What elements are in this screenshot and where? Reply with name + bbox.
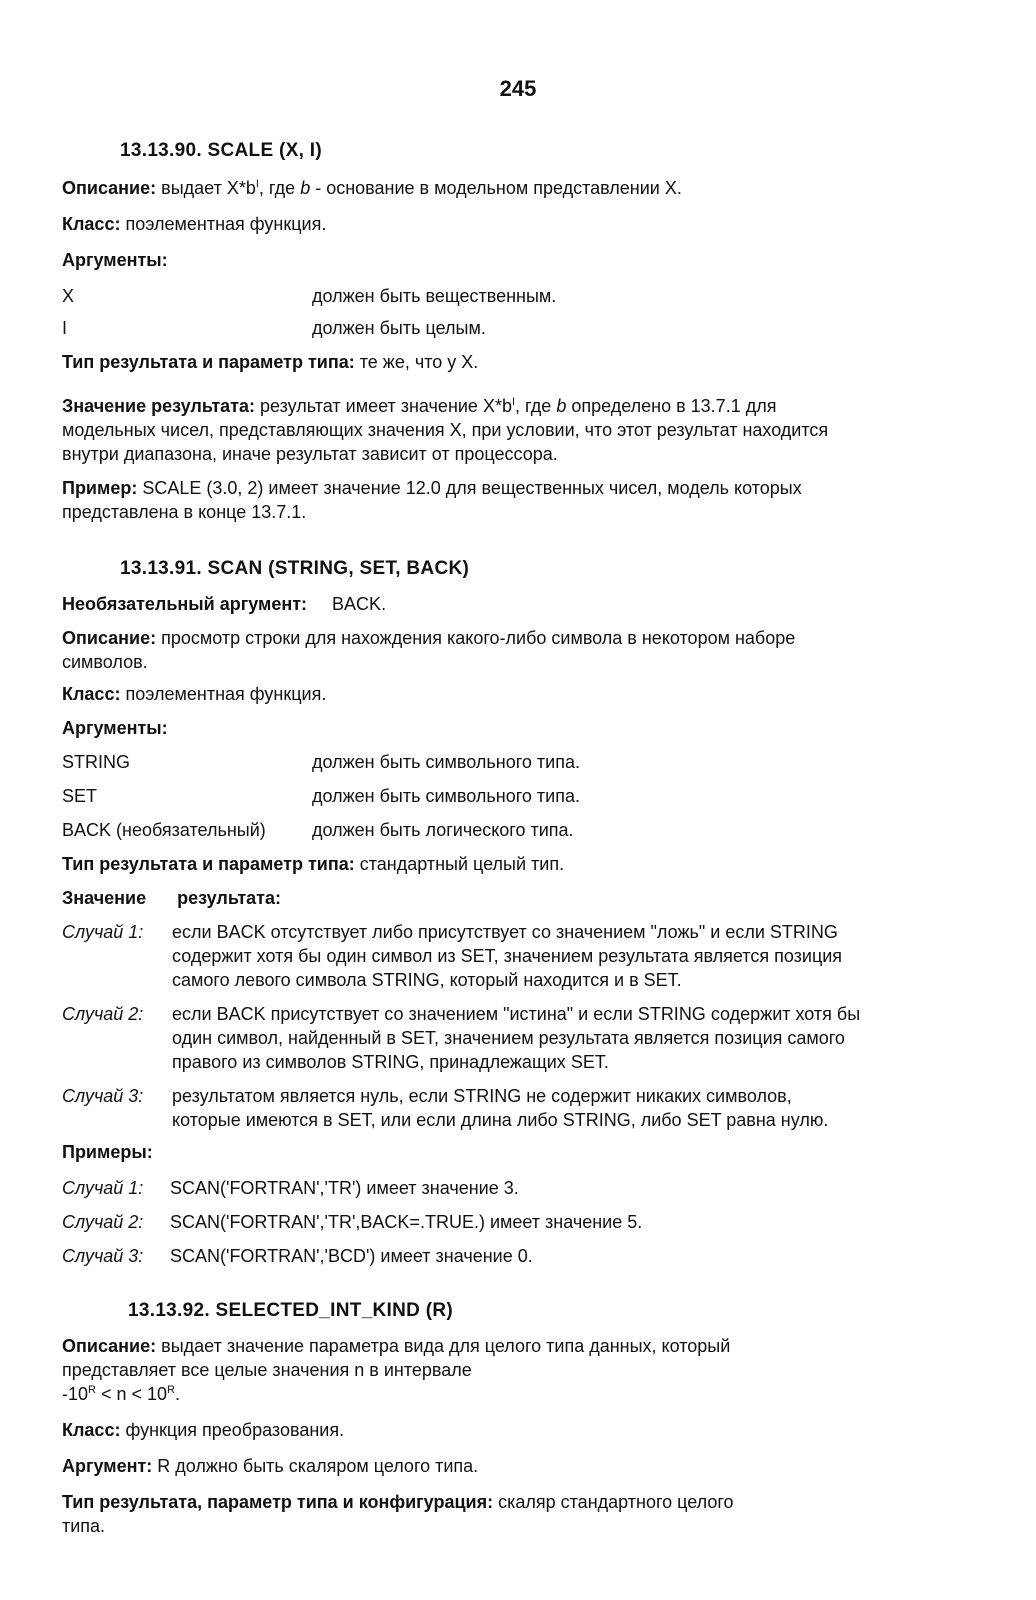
class-label: Класс:: [62, 684, 121, 704]
arg-name: X: [62, 286, 75, 306]
description-label: Описание:: [62, 178, 157, 198]
example-case-text: SCAN('FORTRAN','TR') имеет значение 3.: [170, 1178, 519, 1198]
scan-class: [62, 684, 326, 705]
superscript: R: [88, 1384, 96, 1396]
arg-desc: должен быть символьного типа.: [312, 786, 580, 806]
interval-text: < n < 10: [95, 1384, 168, 1404]
arg-name: I: [62, 318, 68, 338]
sik-description-line2: представляет все целые значения n в интервале: [62, 1360, 472, 1380]
description-text: выдает значение параметра вида для целого типа данных, который: [161, 1336, 731, 1356]
scan-examples-label: Примеры:: [62, 1142, 153, 1162]
arg-name: BACK (необязательный): [62, 820, 266, 840]
description-text: - основание в модельном представлении X.: [310, 178, 682, 198]
scan-args-label: Аргументы:: [62, 718, 168, 738]
optional-label: Необязательный аргумент:: [62, 594, 308, 614]
example-case-label: Случай 2:: [62, 1212, 144, 1232]
case-text: один символ, найденный в SET, значением результата является позиция самого: [172, 1028, 845, 1048]
case-text: которые имеются в SET, или если длина либо STRING, либо SET равна нулю.: [172, 1110, 829, 1130]
description-label: Описание:: [62, 628, 157, 648]
argument-label: Аргумент:: [62, 1456, 153, 1476]
scale-class: [62, 214, 326, 235]
case-text: если BACK присутствует со значением "истина" и если STRING содержит хотя бы: [172, 1004, 861, 1024]
interval-text: .: [174, 1384, 180, 1404]
section-heading-scale: 13.13.90. SCALE (X, I): [120, 140, 322, 161]
class-value: функция преобразования.: [125, 1420, 345, 1440]
case-text: самого левого символа STRING, который находится и в SET.: [172, 970, 682, 990]
superscript: I: [511, 396, 516, 408]
scan-type: [62, 854, 564, 875]
sik-interval: [62, 1384, 180, 1405]
case-label: Случай 2:: [62, 1004, 144, 1024]
type-label: Тип результата и параметр типа:: [62, 352, 355, 372]
arg-desc: должен быть логического типа.: [312, 820, 574, 840]
value-label-word: результата:: [177, 888, 281, 908]
description-text: , где: [258, 178, 301, 198]
optional-value: BACK.: [332, 594, 387, 614]
arg-name: SET: [62, 786, 98, 806]
example-case-label: Случай 1:: [62, 1178, 144, 1198]
class-label: Класс:: [62, 214, 121, 234]
type-label: Тип результата, параметр типа и конфигурация:: [62, 1492, 494, 1512]
value-text: определено в 13.7.1 для: [566, 396, 777, 416]
class-value: поэлементная функция.: [125, 214, 327, 234]
superscript: R: [167, 1384, 175, 1396]
scale-value-line1: [62, 396, 776, 417]
arg-desc: должен быть символьного типа.: [312, 752, 580, 772]
example-label: Пример:: [62, 478, 138, 498]
value-label: Значение результата:: [62, 396, 255, 416]
value-label-word: Значение: [62, 888, 147, 908]
scale-type: [62, 352, 478, 373]
example-case-text: SCAN('FORTRAN','TR',BACK=.TRUE.) имеет значение 5.: [170, 1212, 643, 1232]
scale-value-line2: модельных чисел, представляющих значения X, при условии, что этот результат находится: [62, 420, 829, 440]
scan-value-label: [62, 888, 281, 909]
case-label: Случай 1:: [62, 922, 144, 942]
type-value: те же, что у X.: [359, 352, 479, 372]
section-heading-scan: 13.13.91. SCAN (STRING, SET, BACK): [120, 558, 470, 579]
arg-desc: должен быть целым.: [312, 318, 486, 338]
example-case-text: SCAN('FORTRAN','BCD') имеет значение 0.: [170, 1246, 533, 1266]
value-text: результат имеет значение X*b: [259, 396, 512, 416]
variable-b: b: [556, 396, 567, 416]
case-label: Случай 3:: [62, 1086, 144, 1106]
sik-type-line1: [62, 1492, 734, 1513]
class-label: Класс:: [62, 1420, 121, 1440]
scale-example-line1: [62, 478, 802, 499]
superscript: I: [255, 178, 259, 190]
case-text: правого из символов STRING, принадлежащих SET.: [172, 1052, 609, 1072]
scale-args-label: Аргументы:: [62, 250, 168, 270]
case-text: содержит хотя бы один символ из SET, значением результата является позиция: [172, 946, 843, 966]
sik-class: [62, 1420, 344, 1441]
case-text: результатом является нуль, если STRING не содержит никаких символов,: [172, 1086, 792, 1106]
description-text: просмотр строки для нахождения какого-либо символа в некотором наборе: [161, 628, 796, 648]
sik-description-line1: [62, 1336, 730, 1357]
case-text: если BACK отсутствует либо присутствует со значением "ложь" и если STRING: [172, 922, 838, 942]
variable-b: b: [300, 178, 311, 198]
argument-value: R должно быть скаляром целого типа.: [157, 1456, 479, 1476]
class-value: поэлементная функция.: [125, 684, 327, 704]
type-value: стандартный целый тип.: [359, 854, 565, 874]
sik-argument: [62, 1456, 478, 1477]
example-case-label: Случай 3:: [62, 1246, 144, 1266]
type-label: Тип результата и параметр типа:: [62, 854, 355, 874]
description-label: Описание:: [62, 1336, 157, 1356]
sik-type-line2: типа.: [62, 1516, 106, 1536]
scale-value-line3: внутри диапазона, иначе результат зависит от процессора.: [62, 444, 558, 464]
scale-description: [62, 178, 682, 199]
scale-example-line2: представлена в конце 13.7.1.: [62, 502, 307, 522]
example-text: SCALE (3.0, 2) имеет значение 12.0 для вещественных чисел, модель которых: [142, 478, 802, 498]
description-text: выдает X*b: [161, 178, 256, 198]
scan-optional: [62, 594, 386, 615]
type-value: скаляр стандартного целого: [498, 1492, 734, 1512]
arg-desc: должен быть вещественным.: [312, 286, 557, 306]
section-heading-selected-int-kind: 13.13.92. SELECTED_INT_KIND (R): [128, 1300, 453, 1321]
arg-name: STRING: [62, 752, 131, 772]
interval-text: -10: [62, 1384, 89, 1404]
page-number: 245: [499, 76, 537, 101]
scan-description-line1: [62, 628, 795, 649]
value-text: , где: [515, 396, 557, 416]
scan-description-line2: символов.: [62, 652, 148, 672]
